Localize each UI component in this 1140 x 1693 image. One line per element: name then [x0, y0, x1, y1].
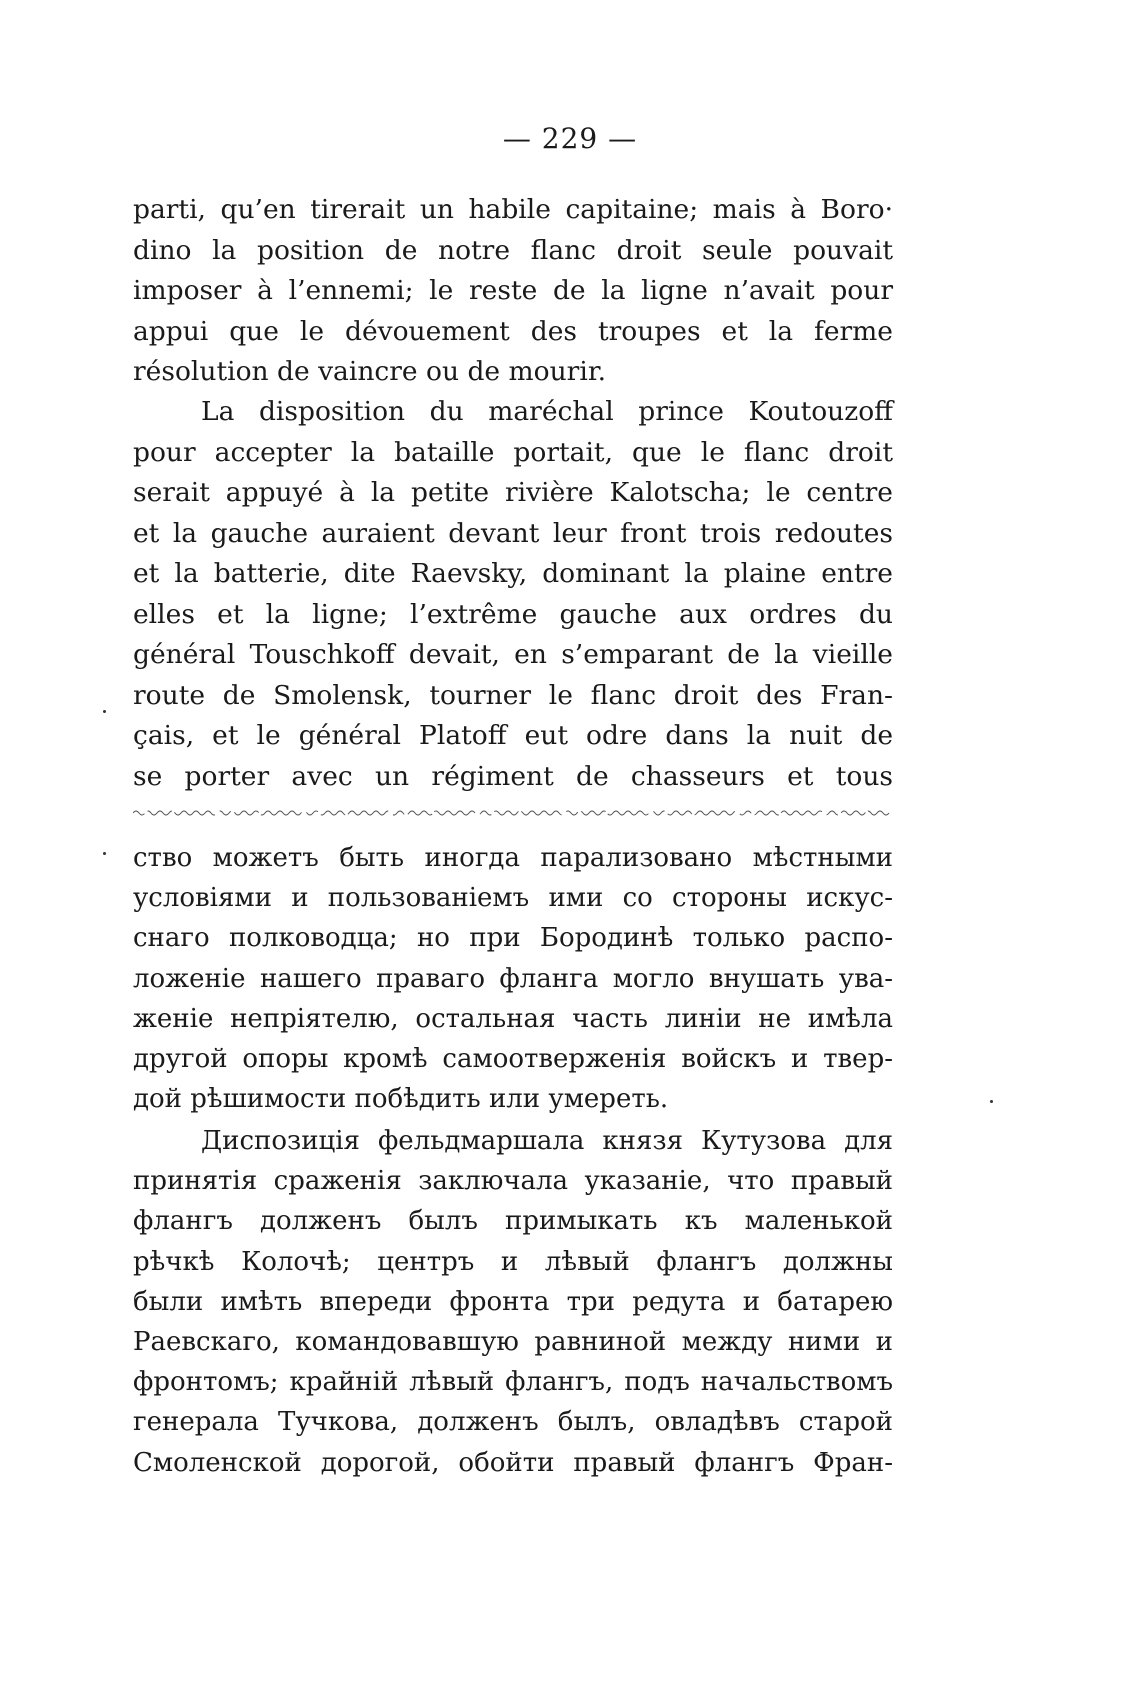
- text-line: parti, qu’en tirerait un habile capitaine; mais à Boro·: [133, 194, 893, 225]
- text-line: général Touschkoff devait, en s’emparant de la vieille: [133, 639, 893, 670]
- text-line: appui que le dévouement des troupes et la ferme: [133, 315, 893, 347]
- text-line: рѣчкѣ Колочѣ; центръ и лѣвый флангъ должны: [133, 1246, 893, 1277]
- text-line: генерала Тучкова, долженъ былъ, овладѣвъ старой: [133, 1407, 893, 1438]
- text-line: imposer à l’ennemi; le reste de la ligne n’avait pour: [133, 275, 893, 306]
- text-line: ство можетъ быть иногда парализовано мѣстными: [133, 843, 893, 873]
- text-line: elles et la ligne; l’extrême gauche aux ordres du: [133, 598, 893, 630]
- print-speck: [103, 710, 106, 713]
- text-line: другой опоры кромѣ самоотверженія войскъ и твер-: [133, 1043, 893, 1074]
- text-line: дой рѣшимости побѣдить или умереть.: [133, 1084, 669, 1115]
- text-line: Диспозиція фельдмаршала князя Кутузова для: [201, 1126, 893, 1156]
- text-line: et la batterie, dite Raevsky, dominant la plaine entre: [133, 558, 893, 589]
- text-line: serait appuyé à la petite rivière Kalotscha; le centre: [133, 477, 893, 508]
- text-line: pour accepter la bataille portait, que le flanc droit: [133, 436, 893, 468]
- russian-paragraph-1: [133, 838, 893, 1119]
- text-line: dino la position de notre flanc droit seule pouvait: [133, 234, 893, 266]
- russian-paragraph-2: [133, 1121, 893, 1483]
- print-speck: [990, 1100, 993, 1103]
- text-line: La disposition du maréchal prince Koutouzoff: [201, 396, 893, 427]
- text-line: фронтомъ; крайній лѣвый флангъ, подъ начальствомъ: [133, 1367, 893, 1398]
- text-line: Раевскаго, командовавшую равниной между ними и: [133, 1326, 893, 1357]
- french-paragraph-2: [133, 392, 893, 797]
- text-line: Смоленской дорогой, обойти правый флангъ Фран-: [133, 1447, 893, 1478]
- text-line: были имѣть впереди фронта три редута и батарею: [133, 1286, 893, 1317]
- text-line: résolution de vaincre ou de mourir.: [133, 356, 607, 387]
- page-number: — 229 —: [502, 122, 638, 155]
- french-paragraph-1: [133, 190, 893, 393]
- text-line: принятія сраженія заключала указаніе, что правый: [133, 1166, 893, 1197]
- text-line: ложеніе нашего праваго фланга могло внушать ува-: [133, 963, 893, 994]
- print-speck: [103, 852, 106, 855]
- text-line: флангъ долженъ былъ примыкать къ маленькой: [133, 1206, 893, 1237]
- text-line: route de Smolensk, tourner le flanc droit des Fran-: [133, 679, 893, 711]
- text-line: женіе непріятелю, остальная часть линіи не имѣла: [133, 1003, 893, 1034]
- text-line: çais, et le général Platoff eut odre dans la nuit de: [133, 720, 893, 751]
- text-line: et la gauche auraient devant leur front trois redoutes: [133, 517, 893, 549]
- text-line: снаго полководца; но при Бородинѣ только распо-: [133, 923, 893, 954]
- text-line: se porter avec un régiment de chasseurs et tous: [133, 760, 893, 792]
- text-line: условіями и пользованіемъ ими со стороны искус-: [133, 883, 893, 914]
- wavy-divider: [133, 808, 893, 818]
